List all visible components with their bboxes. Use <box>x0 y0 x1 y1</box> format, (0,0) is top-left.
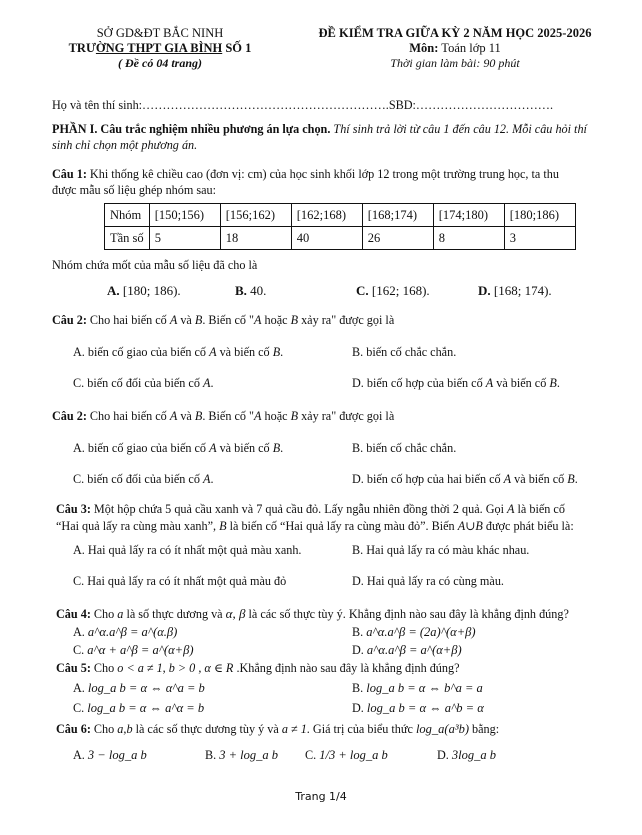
option-key: B. <box>205 748 217 762</box>
option-key: D. <box>352 701 364 715</box>
header-left <box>40 26 280 71</box>
question-5 <box>56 661 460 676</box>
table-cell-group: [162;168) <box>291 204 362 227</box>
question-1-label: Câu 1: <box>52 167 87 181</box>
table-cell-group: [150;156) <box>149 204 220 227</box>
condition: a ≠ 1 <box>281 722 307 736</box>
question-text: là các số thực tùy ý. Khẳng định nào sau đây là khẳng định đúng? <box>245 607 569 621</box>
student-info-line[interactable]: Họ và tên thí sinh:…………………………………………………….SBD:……………………………. <box>52 98 554 112</box>
option-key: A. <box>73 345 85 359</box>
question-text: Cho hai biến cố <box>86 409 170 423</box>
option-text: 40. <box>246 283 267 298</box>
table-cell-frequency: 8 <box>433 227 504 250</box>
pages-note: ( Đề có 04 trang) <box>118 56 202 70</box>
option-text: biến cố chắc chắn. <box>363 345 457 359</box>
variable: B <box>567 472 575 486</box>
question-text: là biến cố “Hai quả lấy ra cùng màu đỏ”. Biến <box>226 519 458 533</box>
option-text: biến cố đối của biến cố <box>84 472 203 486</box>
option-text: biến cố giao của biến cố <box>84 345 210 359</box>
question-text: Một hộp chứa 5 quả cầu xanh và 7 quả cầu đỏ. Lấy ngẫu nhiên đồng thời 2 quả. Gọi <box>90 502 508 516</box>
formula: a^α + a^β = a^(α+β) <box>87 643 194 657</box>
question-6-label: Câu 6: <box>56 722 91 736</box>
table-cell-frequency: 40 <box>291 227 362 250</box>
question-2b-option-c[interactable] <box>73 472 213 487</box>
question-3-option-b[interactable] <box>352 543 529 558</box>
option-key: C. <box>73 376 85 390</box>
question-2b <box>52 409 394 424</box>
subject-line <box>290 41 620 56</box>
formula: 3 + log_a b <box>219 748 279 762</box>
question-3-option-c[interactable] <box>73 574 286 589</box>
condition: o < a ≠ 1, b > 0 , α ∈ R <box>117 661 234 675</box>
variable: A <box>202 472 211 486</box>
formula: log_a b = α ⇔ b^a = a <box>366 681 483 695</box>
school-name <box>40 41 280 56</box>
part1-instruction-cont: sinh chỉ chọn một phương án. <box>52 138 198 152</box>
question-text: Cho hai biến cố <box>86 313 170 327</box>
variable: A <box>503 472 512 486</box>
option-text: và biến cố <box>511 472 568 486</box>
variable: a,b <box>117 722 133 736</box>
option-text: . <box>280 345 284 359</box>
formula: log_a b = α ⇔ a^b = α <box>366 701 484 715</box>
table-cell-group: [156;162) <box>220 204 291 227</box>
option-key: C. <box>73 701 85 715</box>
formula: log_a b = α ⇔ α^a = b <box>87 681 205 695</box>
formula: 3 − log_a b <box>87 748 147 762</box>
school-name-underlined: ỜNG THPT GIA BÌNH <box>95 41 223 55</box>
option-key: A. <box>73 748 85 762</box>
question-6-option-a[interactable] <box>73 748 147 763</box>
question-6-option-b[interactable] <box>205 748 278 763</box>
question-1-text: Khi thống kê chiều cao (đơn vị: cm) của học sinh khối lớp 12 trong một trường trung học, ta thu <box>86 167 559 181</box>
question-5-option-c[interactable] <box>73 701 204 716</box>
option-text: . <box>210 376 214 390</box>
department-name: SỞ GD&ĐT BẮC NINH <box>96 26 224 40</box>
variable: A <box>202 376 211 390</box>
variable: B <box>194 409 203 423</box>
part1-heading <box>52 121 612 153</box>
question-text: và <box>177 409 195 423</box>
option-text: [162; 168). <box>368 283 430 298</box>
question-4-label: Câu 4: <box>56 607 91 621</box>
option-key: B. <box>235 283 247 298</box>
option-text: biến cố hợp của hai biến cố <box>363 472 504 486</box>
question-1-option-b[interactable] <box>235 283 266 299</box>
option-text: . <box>556 376 560 390</box>
option-key: A. <box>73 625 85 639</box>
variable: A <box>507 502 515 516</box>
question-2b-option-b[interactable] <box>352 441 456 456</box>
table-cell-frequency: 5 <box>149 227 220 250</box>
question-6-option-d[interactable] <box>437 748 496 763</box>
option-key: C. <box>73 643 85 657</box>
question-text: Cho <box>90 722 118 736</box>
question-text: “Hai quả lấy ra cùng màu xanh”, <box>56 519 220 533</box>
question-1-prompt: Nhóm chứa mốt của mẫu số liệu đã cho là <box>52 258 258 272</box>
question-1-option-c[interactable] <box>356 283 430 299</box>
question-2a-label: Câu 2: <box>52 313 87 327</box>
question-5-option-a[interactable] <box>73 681 205 696</box>
variable: A <box>169 409 178 423</box>
option-key: C. <box>73 574 85 588</box>
variable: B <box>194 313 203 327</box>
question-2b-label: Câu 2: <box>52 409 87 423</box>
question-3-label: Câu 3: <box>56 502 91 516</box>
question-5-option-d[interactable] <box>352 701 484 716</box>
formula: 1/3 + log_a b <box>319 748 388 762</box>
formula: log_a b = α ⇔ a^α = b <box>87 701 205 715</box>
option-key: D. <box>352 574 364 588</box>
table-row-frequencies <box>105 227 576 250</box>
question-text: là các số thực dương tùy ý và <box>132 722 282 736</box>
question-4 <box>56 606 569 622</box>
question-4-option-d[interactable] <box>352 643 462 658</box>
table-row-groups <box>105 204 576 227</box>
variable: a <box>117 607 124 621</box>
question-text: . Giá trị của biểu thức <box>306 722 416 736</box>
option-text: biến cố hợp của biến cố <box>363 376 486 390</box>
variable: A <box>254 313 262 327</box>
question-text: . Biến cố " <box>202 409 255 423</box>
option-text: biến cố đối của biến cố <box>84 376 203 390</box>
question-2a-option-d[interactable] <box>352 376 560 391</box>
question-1-option-d[interactable] <box>478 283 552 299</box>
option-key: D. <box>478 283 491 298</box>
option-text: . <box>574 472 578 486</box>
question-text: xảy ra" được gọi là <box>298 313 395 327</box>
option-text: và biến cố <box>216 345 273 359</box>
question-6 <box>56 722 499 737</box>
subject-label: Môn: <box>409 41 439 55</box>
formula: 3log_a b <box>451 748 497 762</box>
question-6-option-c[interactable] <box>305 748 388 763</box>
table-header-group: Nhóm <box>105 204 150 227</box>
exam-title: ĐỀ KIỂM TRA GIỮA KỲ 2 NĂM HỌC 2025-2026 <box>318 26 592 40</box>
exam-time: Thời gian làm bài: 90 phút <box>390 56 520 70</box>
question-text: Cho <box>90 607 118 621</box>
option-text: . <box>210 472 214 486</box>
option-key: C. <box>305 748 317 762</box>
question-1-text-cont: được mẫu số liệu ghép nhóm sau: <box>52 183 217 197</box>
question-text: là biến cố <box>514 502 565 516</box>
variable: B <box>290 409 299 423</box>
frequency-table-wrapper <box>104 203 576 250</box>
frequency-table <box>104 203 576 250</box>
option-text: và biến cố <box>493 376 550 390</box>
option-text: Hai quả lấy ra có ít nhất một quả màu xanh. <box>84 543 302 557</box>
option-key: B. <box>352 345 364 359</box>
option-key: D. <box>437 748 449 762</box>
school-name-suffix: SỐ 1 <box>222 41 252 55</box>
option-text: và biến cố <box>216 441 273 455</box>
option-text: Hai quả lấy ra có ít nhất một quả màu đỏ <box>84 574 287 588</box>
table-cell-frequency: 3 <box>504 227 575 250</box>
option-text: Hai quả lấy ra có màu khác nhau. <box>363 543 530 557</box>
table-header-frequency: Tần số <box>105 227 150 250</box>
question-3-option-d[interactable] <box>352 574 504 589</box>
subject-value: Toán lớp 11 <box>438 41 501 55</box>
question-4-option-b[interactable] <box>352 625 476 640</box>
formula: a^α.a^β = (2a)^(α+β) <box>366 625 476 639</box>
header-right <box>290 26 620 71</box>
option-key: D. <box>352 472 364 486</box>
question-text: hoặc <box>261 409 291 423</box>
question-5-option-b[interactable] <box>352 681 483 696</box>
question-text: và <box>177 313 195 327</box>
question-text: Cho <box>90 661 118 675</box>
formula: a^α.a^β = a^(α+β) <box>366 643 462 657</box>
variable: A <box>169 313 178 327</box>
question-4-option-a[interactable] <box>73 625 177 640</box>
part1-title: PHẦN I. Câu trắc nghiệm nhiều phương án lựa chọn. <box>52 122 331 136</box>
question-text: . Biến cố " <box>202 313 255 327</box>
expression: log_a(a³b) <box>415 722 469 736</box>
option-key: B. <box>352 543 364 557</box>
question-1-option-a[interactable] <box>107 283 181 299</box>
variable: A∪B <box>457 519 483 533</box>
question-2b-option-d[interactable] <box>352 472 578 487</box>
question-text: bằng: <box>469 722 500 736</box>
option-text: [180; 186). <box>119 283 181 298</box>
option-key: D. <box>352 376 364 390</box>
question-1 <box>52 166 559 198</box>
question-2a <box>52 313 394 328</box>
option-key: D. <box>352 643 364 657</box>
option-key: B. <box>352 625 364 639</box>
variable: α, β <box>225 606 246 621</box>
school-name-prefix: TRƯ <box>68 41 96 55</box>
question-text: là số thực dương và <box>123 607 226 621</box>
option-text: biến cố chắc chắn. <box>363 441 457 455</box>
option-text: [168; 174). <box>490 283 552 298</box>
variable: A <box>485 376 494 390</box>
question-text: xảy ra" được gọi là <box>298 409 395 423</box>
question-2b-option-a[interactable] <box>73 441 283 456</box>
variable: A <box>254 409 262 423</box>
table-cell-frequency: 26 <box>362 227 433 250</box>
variable: B <box>272 441 281 455</box>
question-5-label: Câu 5: <box>56 661 91 675</box>
question-text: .Khẳng định nào sau đây là khẳng định đúng? <box>233 661 460 675</box>
option-text: . <box>280 441 284 455</box>
variable: B <box>272 345 281 359</box>
variable: B <box>290 313 299 327</box>
option-key: A. <box>73 543 85 557</box>
question-3-option-a[interactable] <box>73 543 301 558</box>
table-cell-group: [180;186) <box>504 204 575 227</box>
option-key: A. <box>73 681 85 695</box>
part1-instruction: Thí sinh trả lời từ câu 1 đến câu 12. Mỗi câu hỏi thí <box>330 122 587 136</box>
question-2a-option-c[interactable] <box>73 376 213 391</box>
table-cell-group: [174;180) <box>433 204 504 227</box>
option-key: A. <box>107 283 120 298</box>
variable: B <box>549 376 557 390</box>
question-3 <box>56 501 574 535</box>
question-text: hoặc <box>261 313 291 327</box>
variable: B <box>219 519 227 533</box>
page-number: Trang 1/4 <box>295 790 347 803</box>
formula: a^α.a^β = a^(α.β) <box>87 625 178 639</box>
question-2a-option-b[interactable] <box>352 345 456 360</box>
option-text: biến cố giao của biến cố <box>84 441 210 455</box>
option-key: B. <box>352 441 364 455</box>
option-text: Hai quả lấy ra có cùng màu. <box>363 574 504 588</box>
variable: A <box>209 345 217 359</box>
variable: A <box>209 441 217 455</box>
table-cell-frequency: 18 <box>220 227 291 250</box>
option-key: A. <box>73 441 85 455</box>
question-2a-option-a[interactable] <box>73 345 283 360</box>
option-key: B. <box>352 681 364 695</box>
question-4-option-c[interactable] <box>73 643 194 658</box>
option-key: C. <box>356 283 369 298</box>
option-key: C. <box>73 472 85 486</box>
question-text: được phát biểu là: <box>482 519 574 533</box>
table-cell-group: [168;174) <box>362 204 433 227</box>
